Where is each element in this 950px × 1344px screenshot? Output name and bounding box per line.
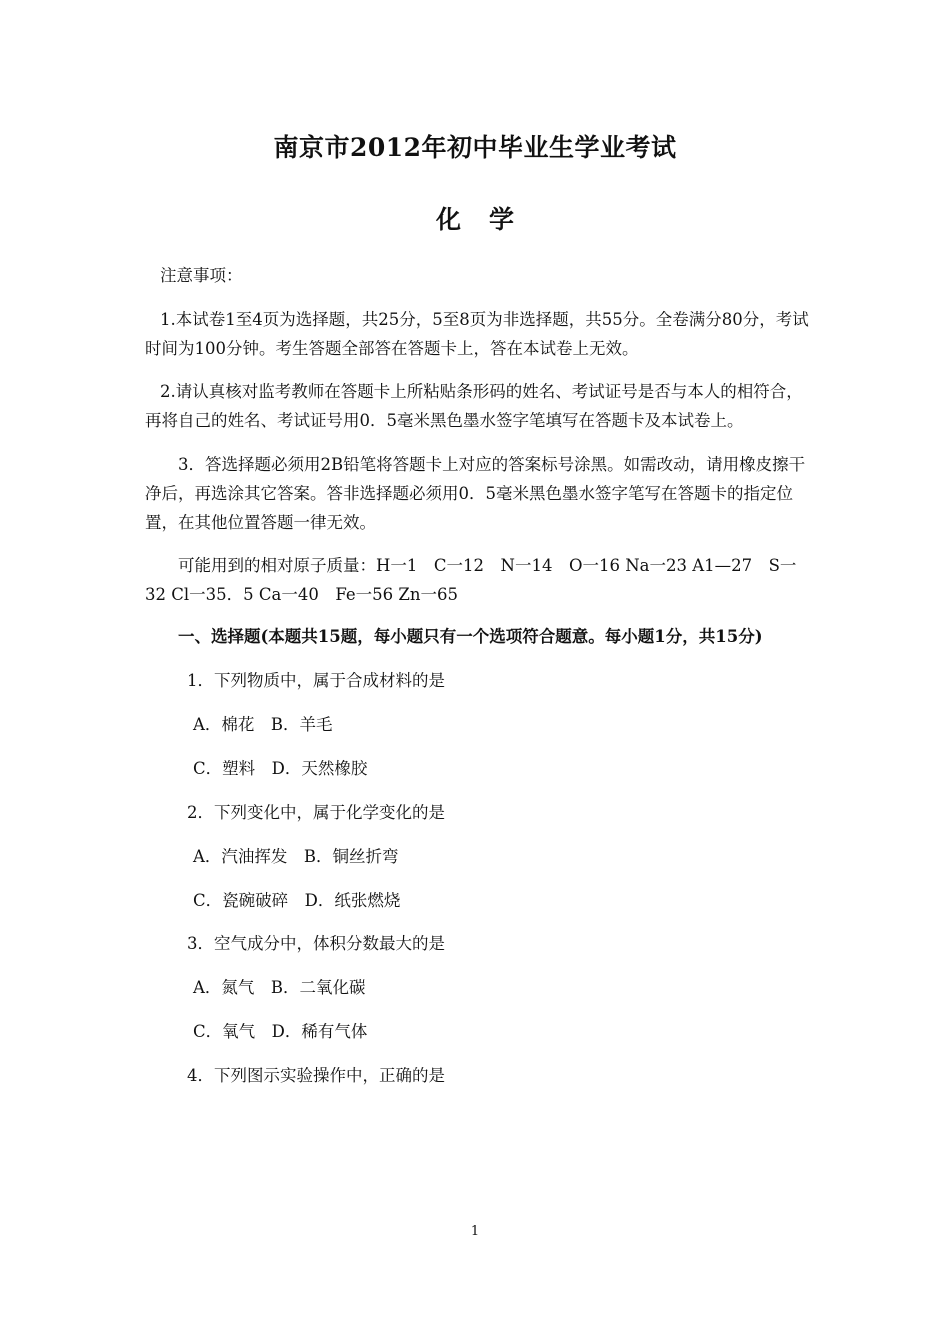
page-number: 1 <box>470 1224 480 1239</box>
atomic-masses: 可能用到的相对原子质量：H一1 C一12 N一14 O一16 Na一23 A1—27 S一32 Cl一35．5 Ca一40 Fe一56 Zn一65 <box>145 556 797 604</box>
exam-title: 南京市2012年初中毕业生学业考试 <box>273 133 677 162</box>
section-one-heading: 一、选择题(本题共15题，每小题只有一个选项符合题意。每小题1分，共15分) <box>178 627 763 646</box>
question-3-options-cd: C．氧气 D．稀有气体 <box>193 1022 368 1041</box>
notice-item-2: 2.请认真核对监考教师在答题卡上所粘贴条形码的姓名、考试证号是否与本人的相符合，再将自己的姓名、考试证号用0．5毫米黑色墨水签字笔填写在答题卡及本试卷上。 <box>145 382 803 430</box>
question-3-options-ab: A．氮气 B．二氧化碳 <box>193 978 366 997</box>
question-1-options-cd: C．塑料 D．天然橡胶 <box>193 759 368 778</box>
subject-title: 化学 <box>435 205 542 234</box>
question-2-stem: 2．下列变化中，属于化学变化的是 <box>187 803 445 822</box>
notice-heading: 注意事项： <box>160 266 243 285</box>
notice-item-1: 1.本试卷1至4页为选择题，共25分，5至8页为非选择题，共55分。全卷满分80分，考试时间为100分钟。考生答题全部答在答题卡上，答在本试卷上无效。 <box>145 310 809 358</box>
question-4-stem: 4．下列图示实验操作中，正确的是 <box>187 1066 445 1085</box>
notice-item-3: 3．答选择题必须用2B铅笔将答题卡上对应的答案标号涂黑。如需改动，请用橡皮擦干净后，再选涂其它答案。答非选择题必须用0．5毫米黑色墨水签字笔写在答题卡的指定位置，在其他位置答题一律无效。 <box>145 455 806 532</box>
question-1-options-ab: A．棉花 B．羊毛 <box>193 715 333 734</box>
question-1-stem: 1．下列物质中，属于合成材料的是 <box>187 671 445 690</box>
question-2-options-ab: A．汽油挥发 B．铜丝折弯 <box>193 847 399 866</box>
question-3-stem: 3．空气成分中，体积分数最大的是 <box>187 934 445 953</box>
question-2-options-cd: C．瓷碗破碎 D．纸张燃烧 <box>193 891 401 910</box>
